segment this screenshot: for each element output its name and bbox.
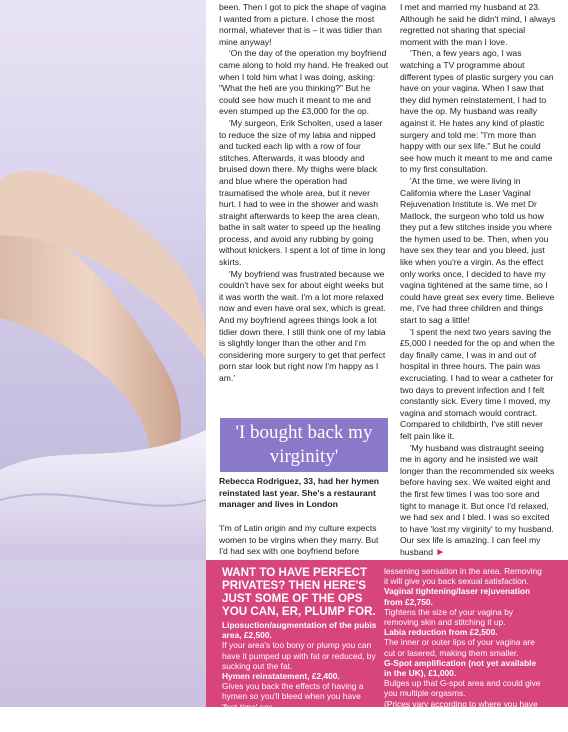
ops-box xyxy=(206,560,568,732)
paragraph: 'At the time, we were living in California where the Laser Vaginal Rejuvenation Institute is. We met Dr Matlock, the surgeon who told us how they put a few stitches inside you where the hymen used to be. Then, when you have sex they tear and you bleed, just like when you're a virgin. As the effect only works once, I decided to have my vagina tightened at the same time, so I could have great sex every time. Believe me, I've had three children and things start to sag a little! xyxy=(400,175,555,326)
paragraph: I met and married my husband at 23. Although he said he didn't mind, I always regretted not sharing that special moment with the man I love. xyxy=(400,2,556,47)
photo-sheet-bottom xyxy=(0,560,206,707)
paragraph-text: 'My husband was distraught seeing me in agony and he insisted we wait longer than the recommended six weeks before having sex. We waited eight and the first few times I was too sore and tight to manage it. But once I'd relaxed, we had sex and I bled. I was so excited to have 'lost my virginity' to my husband. Our sex life is amazing. I can feel my husband xyxy=(400,442,555,557)
subject-byline: Rebecca Rodriguez, 33, had her hymen reinstated last year. She's a restaurant manager and lives in London xyxy=(219,476,379,510)
article-column-1 xyxy=(219,2,389,385)
ops-box-right xyxy=(384,566,544,729)
ops-footnote: (Prices vary according to where you have your treatment and the amount of work needed). xyxy=(384,698,538,730)
op-desc: Gives you back the effects of having a hymen so you'll bleed when you have 'first-time' sex. xyxy=(222,681,364,712)
paragraph xyxy=(400,443,556,559)
ops-box-left xyxy=(222,566,380,732)
paragraph: been. Then I got to pick the shape of vagina I wanted from a picture. I chose the most normal, whatever that is – it was tidier than mine anyway! xyxy=(219,2,387,47)
op-title: Clitoral hood removal, £2,200. xyxy=(222,711,341,722)
paragraph: 'I spent the next two years saving the £5,000 I needed for the op and when the day finally came, I was in and out of hospital in three hours. The pain was excruciating. I had to wear a catheter for two days to prevent infection and I felt constantly sick. Every time I moved, my vagina and stomach would contract. Compared to childbirth, I've still never felt pain like it. xyxy=(400,326,555,441)
legs-illustration xyxy=(0,0,206,560)
op-desc: Bulges up that G-spot area and could give you multiple orgasms. xyxy=(384,678,541,699)
op-title: Vaginal tightening/laser rejuvenation from £2,750. xyxy=(384,586,531,607)
op-desc: Over the years, your clitoral hood can sag, xyxy=(222,722,380,732)
paragraph: 'My boyfriend was frustrated because we couldn't have sex for about eight weeks but it was worth the wait. I'm a lot more relaxed now and even have oral sex, which is great. And my boyfriend agrees things look a lot tidier down there. I still think one of my labia is slightly longer than the other and I'm considering more surgery to get that perfect porn star look but right now I'm happy as I am.' xyxy=(219,268,386,383)
paragraph: 'My surgeon, Erik Scholten, used a laser to reduce the size of my labia and nipped and tucked each lip with a row of four stitches. Afterwards, it was bloody and bruised down there. My thighs were black and blue where the operation had traumatised the whole area, but it never hurt. I had to wee in the shower and wash straight afterwards to keep the area clean, bathe in salt water to speed up the healing process, and avoid any rubbing by going without knickers. I spent a lot of time in long skirts. xyxy=(219,117,386,268)
ops-headline: WANT TO HAVE PERFECT PRIVATES? THEN HERE'S JUST SOME OF THE OPS YOU CAN, ER, PLUMP FOR. xyxy=(222,566,376,618)
photo-legs xyxy=(0,0,206,560)
paragraph: 'Then, a few years ago, I was watching a TV programme about different types of plastic surgery you can have on your vagina. When I saw that they did hymen reinstatement, I had to have the op. My husband was really against it. He hates any kind of plastic surgery and told me: "I'm more than happy with our sex life." But he could see how much it meant to me and came to my first consultation. xyxy=(400,48,554,175)
article-continuation: 'I'm of Latin origin and my culture expects women to be virgins when they marry. But I'd had sex with one boyfriend before xyxy=(219,523,379,557)
op-desc: If your area's too bony or plump you can have it pumped up with fat or reduced, by sucking out the fat. xyxy=(222,640,376,671)
op-desc: Tightens the size of your vagina by removing skin and stitching it up. xyxy=(384,606,514,628)
op-desc: The inner or outer lips of your vagina are cut or lasered, making them smaller. xyxy=(384,637,535,658)
paragraph: 'On the day of the operation my boyfriend came along to hold my hand. He freaked out when I told him what I was doing, asking: "What the hell are you thinking?" But he could see how much it meant to me and even stumped up the £3,000 for the op. xyxy=(219,48,389,117)
op-title: Hymen reinstatement, £2,400. xyxy=(222,671,340,682)
op-desc: lessening sensation in the area. Removing it will give you back sexual satisfaction. xyxy=(384,566,542,587)
op-title: Liposuction/augmentation of the pubis area, £2,500. xyxy=(222,620,377,641)
article-column-2 xyxy=(400,2,556,559)
pull-quote: 'I bought back my virginity' xyxy=(235,422,373,467)
continue-arrow-icon: ► xyxy=(435,546,446,558)
op-title: Labia reduction from £2,500. xyxy=(384,627,498,638)
op-title: G-Spot amplification (not yet available in the UK), £1,000. xyxy=(384,657,537,679)
pull-quote-box xyxy=(220,418,388,472)
